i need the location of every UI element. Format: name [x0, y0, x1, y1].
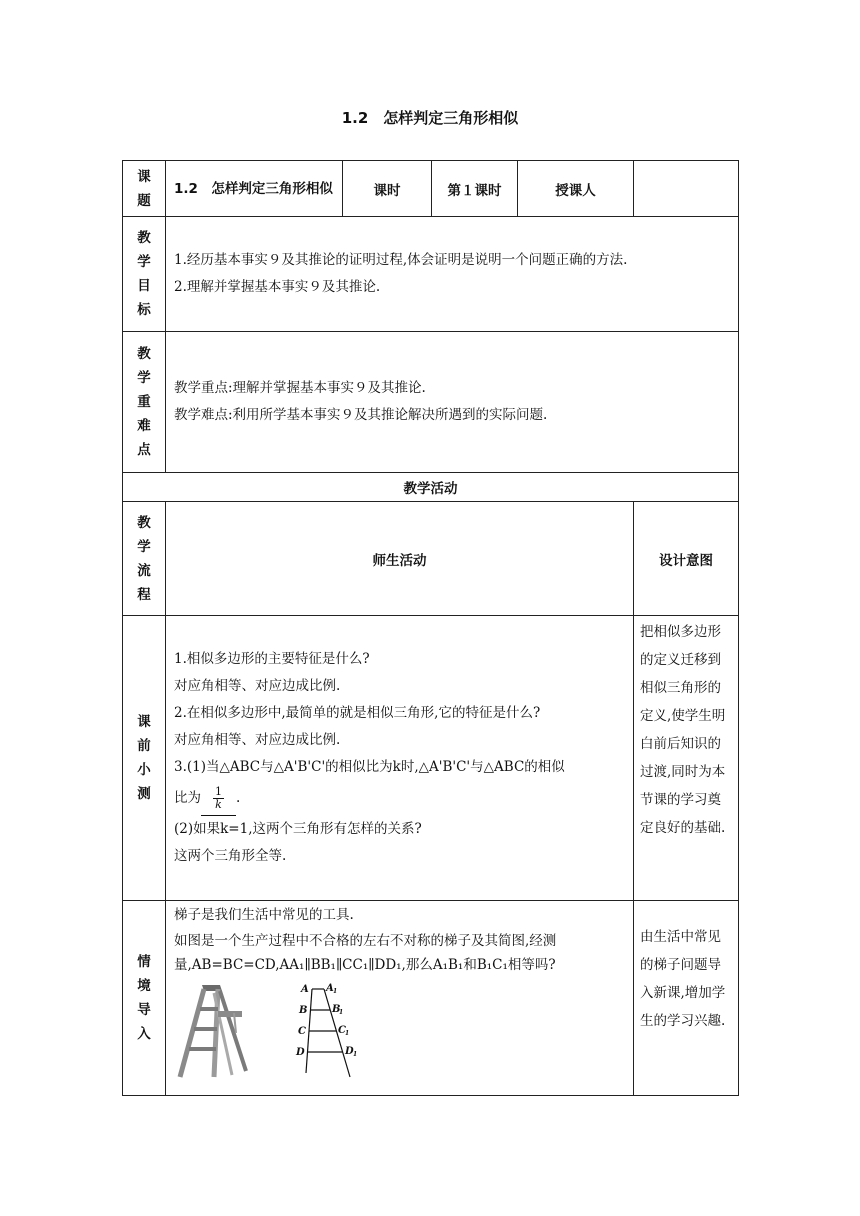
pretest-line: 2.在相似多边形中,最简单的就是相似三角形,它的特征是什么?	[174, 705, 541, 721]
period-label: 课时	[343, 161, 432, 217]
pretest-line: 对应角相等、对应边成比例.	[174, 678, 341, 694]
intro-row	[123, 901, 739, 1096]
svg-text:C: C	[338, 1025, 346, 1036]
teaching-focus: 教学重点:理解并掌握基本事实９及其推论.	[174, 380, 426, 396]
pretest-line: 3.(1)当△ABC与△A'B'C'的相似比为k时,△A'B'C'与△ABC的相似	[174, 759, 565, 775]
pretest-ratio-line: 比为 $\frac{1}{k}$ .	[174, 781, 625, 816]
svg-text:B: B	[332, 1004, 341, 1015]
ladder-photo	[174, 983, 256, 1081]
fraction: $\frac{1}{k}$	[215, 785, 222, 811]
svg-text:C: C	[298, 1026, 306, 1037]
goals-label: 教 学 目 标	[123, 217, 166, 332]
svg-text:1: 1	[345, 1030, 350, 1037]
intro-content	[166, 901, 634, 1096]
key-points-label: 教 学 重 难 点	[123, 332, 166, 473]
period-value: 第１课时	[432, 161, 518, 217]
key-points-content	[166, 332, 739, 473]
pretest-line: (2)如果k=1,这两个三角形有怎样的关系?	[174, 821, 422, 837]
topic-value: 1.2 怎样判定三角形相似	[166, 161, 343, 217]
pretest-line: 1.相似多边形的主要特征是什么?	[174, 651, 370, 667]
goal-item: 1.经历基本事实９及其推论的证明过程,体会证明是说明一个问题正确的方法.	[174, 252, 628, 268]
teacher-label: 授课人	[518, 161, 634, 217]
goal-item: 2.理解并掌握基本事实９及其推论.	[174, 279, 381, 295]
lesson-plan-table	[122, 160, 739, 1096]
pretest-content	[166, 616, 634, 901]
pretest-intent: 把相似多边形的定义迁移到相似三角形的定义,使学生明白前后知识的过渡,同时为本节课的学习奠定良好的基础.	[634, 616, 739, 901]
pretest-row	[123, 616, 739, 901]
teacher-value	[634, 161, 739, 217]
svg-text:A: A	[301, 984, 309, 995]
svg-text:D: D	[345, 1046, 354, 1057]
answer-blank	[201, 781, 236, 816]
ladder-diagram	[288, 981, 378, 1081]
flow-label: 教 学 流 程	[123, 502, 166, 616]
intro-line: 梯子是我们生活中常见的工具.	[174, 907, 354, 923]
svg-text:1: 1	[353, 1051, 358, 1058]
intent-column-header: 设计意图	[634, 502, 739, 616]
svg-text:A: A	[326, 983, 334, 994]
intro-line: 如图是一个生产过程中不合格的左右不对称的梯子及其简图,经测量,AB=BC=CD,AA₁∥BB₁∥CC₁∥DD₁,那么A₁B₁和B₁C₁相等吗?	[174, 933, 557, 973]
svg-text:D: D	[296, 1047, 305, 1058]
activities-heading: 教学活动	[123, 473, 739, 502]
goals-row	[123, 217, 739, 332]
pretest-line: 这两个三角形全等.	[174, 848, 287, 864]
intro-label: 情 境 导 入	[123, 901, 166, 1096]
topic-label: 课 题	[123, 161, 166, 217]
svg-text:1: 1	[333, 988, 338, 995]
pretest-label: 课 前 小 测	[123, 616, 166, 901]
activities-heading-row	[123, 473, 739, 502]
teaching-difficulty: 教学难点:利用所学基本事实９及其推论解决所遇到的实际问题.	[174, 407, 548, 423]
activity-column-header: 师生活动	[166, 502, 634, 616]
pretest-line: 对应角相等、对应边成比例.	[174, 732, 341, 748]
figures	[174, 981, 625, 1081]
intro-intent: 由生活中常见的梯子问题导入新课,增加学生的学习兴趣.	[634, 901, 739, 1096]
header-row	[123, 161, 739, 217]
key-points-row	[123, 332, 739, 473]
page-title: 1.2 怎样判定三角形相似	[341, 109, 519, 127]
goals-content	[166, 217, 739, 332]
flow-header-row	[123, 502, 739, 616]
svg-text:1: 1	[339, 1009, 344, 1016]
svg-text:B: B	[299, 1005, 308, 1016]
